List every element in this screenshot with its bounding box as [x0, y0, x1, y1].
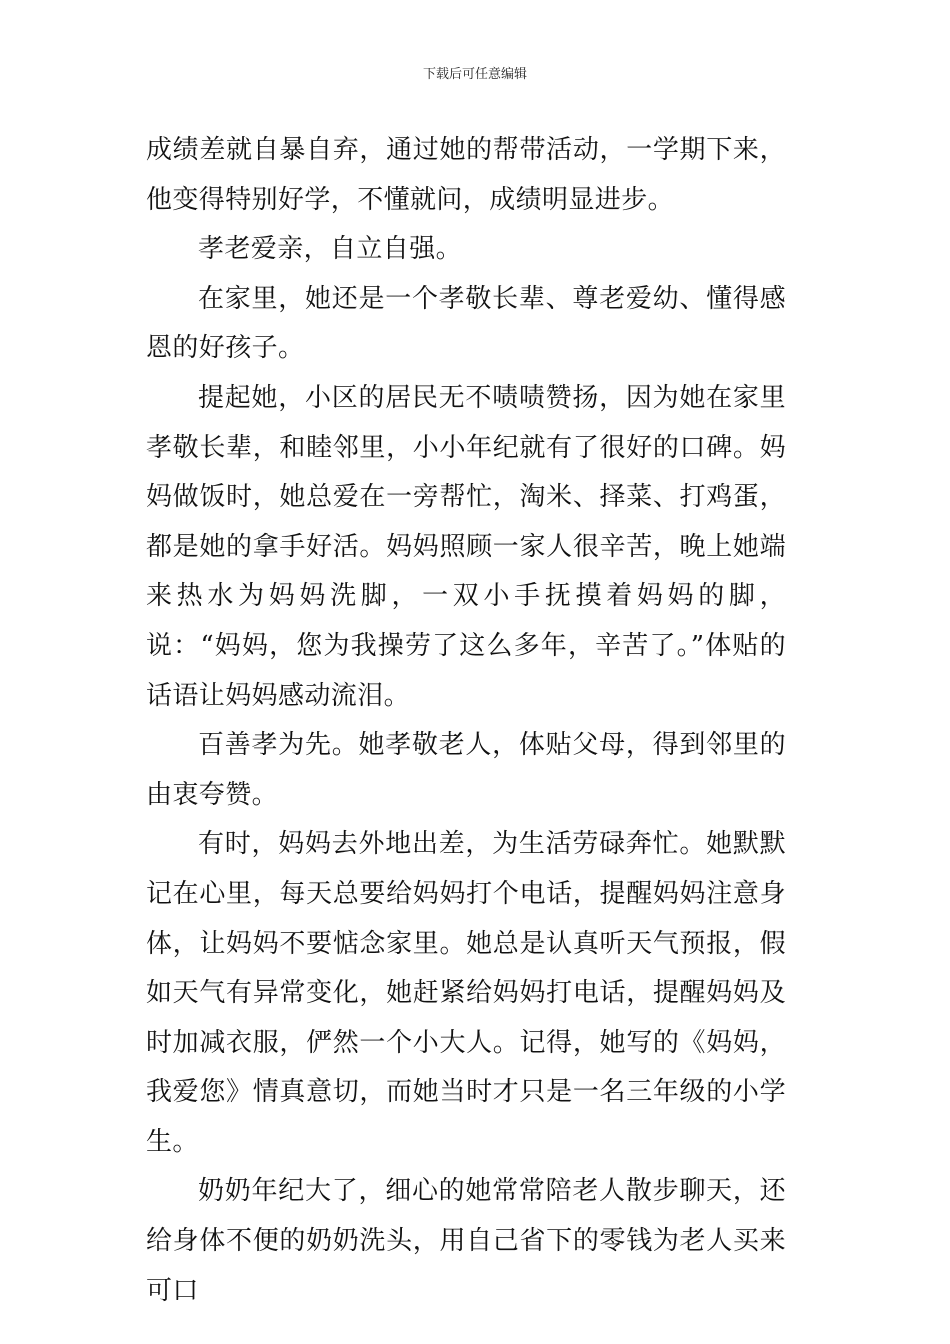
paragraph: 有时，妈妈去外地出差，为生活劳碌奔忙。她默默记在心里，每天总要给妈妈打个电话，提醒妈妈注意身体，让妈妈不要惦念家里。她总是认真听天气预报，假如天气有异常变化，她赶紧给妈妈打电话，提醒妈妈及时加减衣服，俨然一个小大人。记得，她写的《妈妈，我爱您》情真意切，而她当时才只是一名三年级的小学生。	[146, 829, 786, 1157]
document-body	[146, 126, 786, 1316]
paragraph: 成绩差就自暴自弃，通过她的帮带活动，一学期下来，他变得特别好学，不懂就问，成绩明显进步。	[146, 135, 786, 215]
paragraph: 在家里，她还是一个孝敬长辈、尊老爱幼、懂得感恩的好孩子。	[146, 283, 786, 364]
paragraph: 孝老爱亲，自立自强。	[198, 234, 463, 265]
paragraph: 提起她，小区的居民无不啧啧赞扬，因为她在家里孝敬长辈，和睦邻里，小小年纪就有了很好的口碑。妈妈做饭时，她总爱在一旁帮忙，淘米、择菜、打鸡蛋，都是她的拿手好活。妈妈照顾一家人很辛苦，晚上她端来热水为妈妈洗脚，一双小手抚摸着妈妈的脚，说：“妈妈，您为我操劳了这么多年，辛苦了。”体贴的话语让妈妈感动流泪。	[146, 382, 786, 711]
paragraph: 百善孝为先。她孝敬老人，体贴父母，得到邻里的由衷夸赞。	[146, 730, 786, 810]
paragraph: 奶奶年纪大了，细心的她常常陪老人散步聊天，还给身体不便的奶奶洗头，用自己省下的零钱为老人买来可口	[146, 1176, 786, 1306]
page-header: 下载后可任意编辑	[422, 67, 527, 82]
